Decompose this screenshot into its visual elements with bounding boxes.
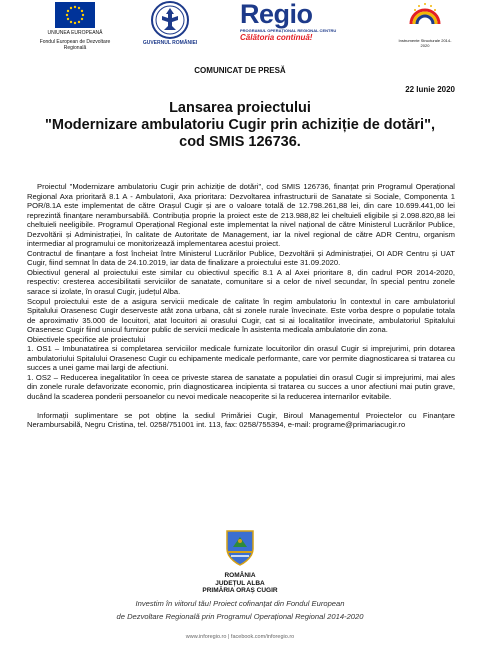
footer-line-2: de Dezvoltare Regională prin Programul Operațional Regional 2014-2020 <box>116 612 364 621</box>
footer-statement <box>0 597 480 623</box>
cugir-crest-block <box>0 529 480 595</box>
paragraph-general-objective: Obiectivul general al proiectului este similar cu obiectivul specific 8.1 A al Axei prioritare 8, din cadrul POR 2014-2020, respectiv: cresterea accesibilitatii serviciilor de sanatate, comunitare si a celor de nivel secundar, în special pentru zonele sarace si izolate, în orasul Cugir, județul Alba. <box>27 267 455 297</box>
instrumente-structurale-logo <box>398 0 452 48</box>
paragraph-contract: Contractul de finanțare a fost încheiat între Ministerul Lucrărilor Publice, Dezvoltării și Administrației, OI ADR Centru și UAT Cugir, fiind semnat în data de 24.10.2019, iar data de finalizare a proiectului este 31.09.2020. <box>27 248 455 268</box>
regio-logo <box>240 0 360 42</box>
press-release-label: COMUNICAT DE PRESĂ <box>194 66 286 75</box>
document-body <box>27 182 455 430</box>
government-crest-icon <box>142 0 198 46</box>
instrumente-structurale-icon <box>407 0 443 32</box>
eu-logo <box>30 0 120 51</box>
government-logo <box>142 0 198 51</box>
regio-tagline: Călătoria continuă! <box>240 33 313 42</box>
release-date: 22 Iunie 2020 <box>405 85 455 94</box>
footer-line-1: Investim în viitorul tău! Proiect cofinanțat din Fondul European <box>135 599 345 608</box>
regio-program-caption: PROGRAMUL OPERAȚIONAL REGIONAL CENTRU <box>240 28 337 33</box>
title-line-3: cod SMIS 126736. <box>179 134 301 150</box>
title-line-2: "Modernizare ambulatoriu Cugir prin achiziție de dotări", <box>45 117 435 133</box>
gov-caption: GUVERNUL ROMÂNIEI <box>142 40 198 46</box>
cugir-coat-of-arms-icon <box>223 529 257 567</box>
regio-wordmark: Regio <box>240 0 313 29</box>
paragraph-os2: 1. OS2 – Reducerea inegalitatilor în ceea ce priveste starea de sanatate a populatiei din orasul Cugir si imprejurimi, mai ales din zonele rurale defavorizate economic, prin diagnosticarea incipienta si tratarea cu succes a unor afectiuni mai putin grave, ducând la scaderea ponderii persoanelor cu nevoi medicale neacoperite si la reducerea internarilor evitabile. <box>27 372 455 402</box>
spacer <box>27 402 455 411</box>
paragraph-scope: Scopul proiectului este de a asigura servicii medicale de calitate în regim ambulatoriu în contextul in care ambulatoriul Spitalului Orasenesc Cugir deserveste atât zona urbana, cât si zonele rurale învecinate. Este vorba despre o populatie totala de aproximativ 35.000 de locuitori, atat locuitori ai orasului Cugir, cat si ai localitatilor invecinate, ambulatoriul Spitalului Orasenesc Cugir fiind unicul furnizor public de servicii medicale în asistenta medicala ambulatorie din zona. <box>27 296 455 335</box>
crest-caption-country: ROMÂNIA <box>224 572 256 579</box>
eu-fund-caption: Fondul European de Dezvoltare Regională <box>39 39 111 51</box>
crest-caption-town-hall: PRIMĂRIA ORAȘ CUGIR <box>202 587 278 594</box>
eu-flag-icon <box>55 2 95 28</box>
crest-caption-county: JUDEȚUL ALBA <box>215 579 265 587</box>
eu-caption: UNIUNEA EUROPEANĂ <box>47 30 103 36</box>
paragraph-project-intro: Proiectul "Modernizare ambulatoriu Cugir prin achiziție de dotări", cod SMIS 126736, finanțat prin Programul Operațional Regional Axa prioritară 8.1 A - Ambulatorii, Axa prioritara: Dezvoltarea infrastructurii de Sanatate si Sociale, Componenta 1 POR/8.1A este implementat de către Orașul Cugir și are o valoare totală de 12.798.261,88 lei, din care 10.699.441,00 lei reprezintă finanțare nerambursabilă. Contribuția proprie la proiect este de 213.988,82 lei cheltuieli eligibile și 2.098.820,88 lei cheltuieli neeligibile. Programul Operațional Regional este implementat la nivel național de către Ministerul Lucrărilor Publice, Dezvoltării și Administrației, în calitate de Autoritate de Management, iar la nivel regional de către ADR Centru, organism intermediar al programului ce monitorizează implementarea acestui proiect. <box>27 182 455 249</box>
logo-bar <box>0 0 480 58</box>
paragraph-specific-objectives-heading: Obiectivele specifice ale proiectului <box>27 334 146 344</box>
title-line-1: Lansarea proiectului <box>169 100 311 116</box>
instrumente-caption: Instrumente Structurale 2014-2020 <box>398 38 452 48</box>
document-title <box>30 100 450 151</box>
paragraph-os1: 1. OS1 – Imbunatatirea si completarea serviciilor medicale furnizate locuitorilor din orasul Cugir si imprejurimi, prin dotarea ambulatoriului Spitalului Orasenesc Cugir cu echipamente medicale performante, care vor permite diagnosticarea si tratarea cu succes a unei game mai largi de afectiuni. <box>27 344 455 373</box>
footer-links[interactable]: www.inforegio.ro | facebook.com/inforegio.ro <box>185 634 295 640</box>
paragraph-contact-info: Informații suplimentare se pot obține la sediul Primăriei Cugir, Biroul Managementul Proiectelor cu Finanțare Nerambursabilă, Negru Cristina, tel. 0258/751001 int. 113, fax: 0258/755394, e-mail: programe@primariacugir.ro <box>27 410 455 430</box>
